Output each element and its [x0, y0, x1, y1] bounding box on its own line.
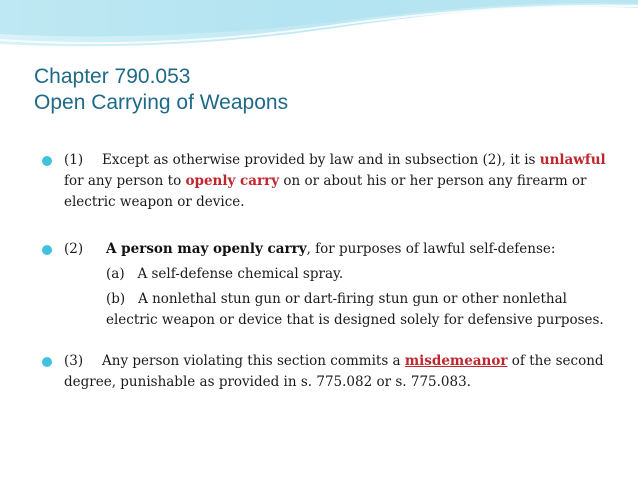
- item-text: , for purposes of lawful self-defense:: [306, 241, 556, 257]
- title-line-2: Open Carrying of Weapons: [34, 91, 289, 114]
- bullet-icon: [42, 357, 52, 367]
- item-text: Any person violating this section commits a: [102, 353, 405, 369]
- slide-title: [34, 64, 288, 116]
- sub-item-number: (b): [106, 291, 126, 307]
- slide-body: [42, 150, 622, 393]
- sub-item: [106, 289, 622, 331]
- item-number: (1): [64, 152, 84, 168]
- item-text: on or about his or her person any firearm or electric weapon or device.: [64, 173, 587, 210]
- list-item: [42, 150, 622, 213]
- list-item: [42, 351, 622, 393]
- sub-item-number: (a): [106, 266, 125, 282]
- item-text: of the second degree, punishable as provided in s. 775.082 or s. 775.083.: [64, 353, 604, 390]
- sub-list: [64, 264, 622, 331]
- item-number: (2): [64, 241, 84, 257]
- item-text: Except as otherwise provided by law and in subsection (2), it is: [102, 152, 540, 168]
- item-number: (3): [64, 353, 84, 369]
- item-text: for any person to: [64, 173, 186, 189]
- list-item: [42, 239, 622, 331]
- sub-item-text: A self-defense chemical spray.: [137, 266, 344, 282]
- highlight-unlawful: unlawful: [539, 152, 606, 168]
- title-line-1: Chapter 790.053: [34, 65, 191, 88]
- highlight-openly-carry: openly carry: [185, 173, 280, 189]
- bullet-icon: [42, 156, 52, 166]
- misdemeanor-link[interactable]: misdemeanor: [404, 353, 508, 369]
- sub-item-text: A nonlethal stun gun or dart-firing stun gun or other nonlethal electric weapon or device that is designed solely for defensive purposes.: [106, 291, 604, 328]
- header-wave-decoration: [0, 0, 638, 60]
- bullet-icon: [42, 245, 52, 255]
- sub-item: [106, 264, 622, 285]
- highlight-person-may-openly-carry: A person may openly carry: [106, 241, 307, 257]
